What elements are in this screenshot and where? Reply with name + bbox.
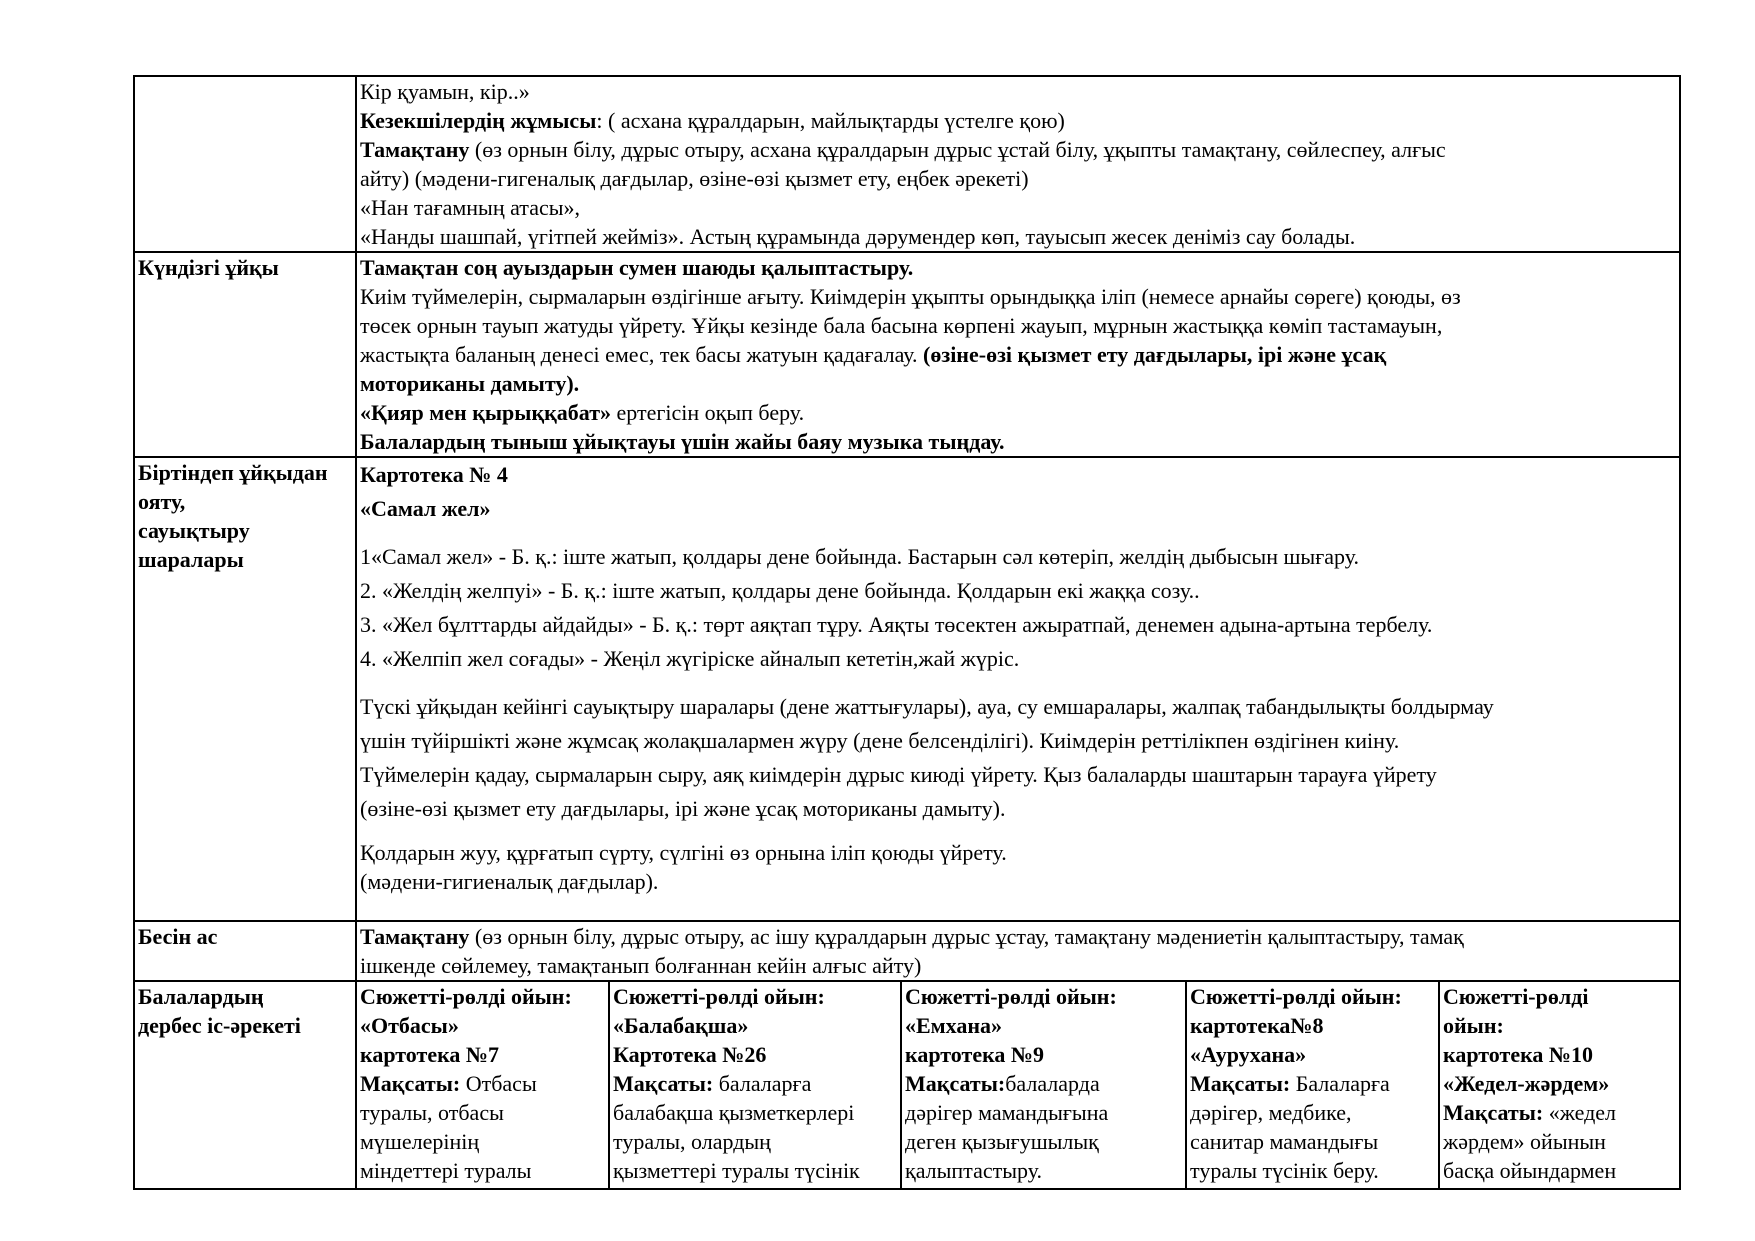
duty-title: Кезекшілердің жұмысы — [360, 108, 597, 133]
goal-text: Балаларға — [1290, 1071, 1390, 1096]
goal-text: басқа ойындармен — [1443, 1158, 1617, 1183]
meal-row — [134, 76, 1680, 252]
eat-text: (өз орнын білу, дұрыс отыру, асхана құралдарын дұрыс ұстай білу, ұқыпты тамақтану, сөйлеспеу, алғыс — [469, 137, 1446, 162]
exercise-item: 2. «Желдің желпуі» - Б. қ.: іште жатып, қолдары дене бойында. Қолдарын екі жаққа созу.. — [360, 578, 1200, 603]
sleep-text-3: жастықта баланың денесі емес, тек басы жатуын қадағалау. — [360, 342, 924, 367]
sleep-skills: (өзіне-өзі қызмет ету дағдылары, ірі және ұсақ — [923, 342, 1387, 367]
goal-text: балаларда — [1005, 1071, 1100, 1096]
goal-title: Мақсаты: — [905, 1071, 1006, 1096]
game-type: Сюжетті-рөлді ойын: — [1190, 984, 1402, 1009]
game-card-number: картотека№8 — [1190, 1013, 1324, 1038]
game-card — [1439, 982, 1679, 1188]
snack-row — [134, 921, 1680, 981]
goal-text: Отбасы — [460, 1071, 537, 1096]
game-type: Сюжетті-рөлді — [1443, 984, 1589, 1009]
health-text: (өзіне-өзі қызмет ету дағдылары, ірі және ұсақ моториканы дамыту). — [360, 796, 1006, 821]
game-type: Сюжетті-рөлді ойын: — [905, 984, 1117, 1009]
snack-content-cell — [356, 921, 1680, 981]
exercise-item: 3. «Жел бұлттарды айдайды» - Б. қ.: төрт аяқтап тұру. Аяқты төсектен ажыратпай, денемен адына-артына тербелу. — [360, 612, 1433, 637]
wake-label-cell — [134, 457, 356, 921]
game-type: Сюжетті-рөлді ойын: — [613, 984, 825, 1009]
game-name: «Емхана» — [905, 1013, 1003, 1038]
sleep-text-2: төсек орнын тауып жатуды үйрету. Ұйқы кезінде бала басына көрпені жауып, мұрнын жастыққа көміп тастамауын, — [360, 313, 1443, 338]
health-text: үшін түйіршікті және жұмсақ жолақшалармен жүру (дене белсенділігі). Киімдерін реттілікпен өздігінен киіну. — [360, 728, 1400, 753]
sleep-label: Күндізгі ұйқы — [134, 252, 356, 457]
game-card-number: Картотека №26 — [613, 1042, 767, 1067]
bread-quote-2: «Нанды шашпай, үгітпей жейміз». Астың құрамында дәрумендер көп, тауысып жесек деніміз сау болады. — [360, 224, 1356, 249]
duty-text: : ( асхана құралдарын, майлықтарды үстелге қою) — [596, 108, 1065, 133]
hygiene-text: (мәдени-гигиеналық дағдылар). — [360, 869, 659, 894]
tale-text: ертегісін оқып беру. — [611, 400, 805, 425]
goal-title: Мақсаты: — [613, 1071, 714, 1096]
goal-text: балабақша қызметкерлері — [613, 1100, 855, 1125]
tale-title: «Қияр мен қырыққабат» — [360, 400, 612, 425]
goal-text: қызметтері туралы түсінік — [613, 1158, 860, 1183]
eat-text-2: айту) (мәдени-гигеналық дағдылар, өзіне-өзі қызмет ету, еңбек әрекеті) — [360, 166, 1029, 191]
sleep-row — [134, 252, 1680, 457]
goal-text: туралы, олардың — [613, 1129, 771, 1154]
game-card — [901, 982, 1186, 1188]
game-type: Сюжетті-рөлді ойын: — [360, 984, 572, 1009]
game-card-number: картотека №9 — [905, 1042, 1045, 1067]
snack-label: Бесін ас — [134, 921, 356, 981]
activity-row — [134, 981, 1680, 1189]
game-card-number: картотека №7 — [360, 1042, 500, 1067]
exercise-item: 4. «Желпіп жел соғады» - Жеңіл жүгіріске айналып кететін,жай жүріс. — [360, 646, 1020, 671]
goal-text: санитар мамандығы — [1190, 1129, 1379, 1154]
goal-text: мүшелерінің — [360, 1129, 480, 1154]
sleep-text-1: Киім түймелерін, сырмаларын өздігінше ағыту. Киімдерін ұқыпты орындыққа іліп (немесе арнайы сөреге) қоюды, өз — [360, 284, 1461, 309]
wake-content-cell — [356, 457, 1680, 921]
goal-text: «жедел — [1543, 1100, 1617, 1125]
game-card — [1186, 982, 1439, 1188]
game-name: «Отбасы» — [360, 1013, 459, 1038]
snack-text-2: ішкенде сөйлемеу, тамақтанып болғаннан кейін алғыс айту) — [360, 953, 922, 978]
goal-text: міндеттері туралы — [360, 1158, 532, 1183]
activity-label-line: Балалардың — [138, 984, 264, 1009]
goal-text: туралы, отбасы — [360, 1100, 504, 1125]
wake-label-line: сауықтыру — [138, 518, 250, 543]
game-name: «Жедел-жәрдем» — [1443, 1071, 1610, 1096]
health-text: Түймелерін қадау, сырмаларын сыру, аяқ киімдерін дұрыс киюді үйрету. Қыз балаларды шаштарын тарауға үйрету — [360, 762, 1437, 787]
game-card — [609, 982, 901, 1188]
sleep-music: Балалардың тыныш ұйықтауы үшін жайы баяу музыка тыңдау. — [360, 429, 1005, 454]
goal-title: Мақсаты: — [360, 1071, 461, 1096]
schedule-table — [133, 75, 1681, 1190]
activity-label-cell — [134, 981, 356, 1189]
card-name: «Самал жел» — [360, 496, 491, 521]
goal-title: Мақсаты: — [1190, 1071, 1291, 1096]
goal-text: деген қызығушылық — [905, 1129, 1099, 1154]
goal-text: балаларға — [713, 1071, 812, 1096]
card-number: Картотека № 4 — [360, 462, 508, 487]
goal-text: жәрдем» ойынын — [1443, 1129, 1606, 1154]
wake-row — [134, 457, 1680, 921]
snack-text: (өз орнын білу, дұрыс отыру, ас ішу құралдарын дұрыс ұстау, тамақтану мәдениетін қалыптастыру, тамақ — [469, 924, 1464, 949]
snack-title: Тамақтану — [360, 924, 470, 949]
game-card-number: картотека №10 — [1443, 1042, 1594, 1067]
exercise-item: 1«Самал жел» - Б. қ.: іште жатып, қолдары дене бойында. Бастарын сәл көтеріп, желдің дыбысын шығару. — [360, 544, 1359, 569]
wake-label-line: Біртіндеп ұйқыдан — [138, 460, 328, 485]
game-name: «Аурухана» — [1190, 1042, 1307, 1067]
sleep-skills-2: моториканы дамыту). — [360, 371, 580, 396]
hygiene-text: Қолдарын жуу, құрғатып сүрту, сүлгіні өз орнына іліп қоюды үйрету. — [360, 840, 1007, 865]
eat-title: Тамақтану — [360, 137, 470, 162]
goal-text: дәрігер, медбике, — [1190, 1100, 1352, 1125]
game-name: «Балабақша» — [613, 1013, 749, 1038]
goal-text: дәрігер мамандығына — [905, 1100, 1109, 1125]
games-cell — [356, 981, 1680, 1189]
meal-content-cell — [356, 76, 1680, 252]
game-type: ойын: — [1443, 1013, 1504, 1038]
goal-text: қалыптастыру. — [905, 1158, 1042, 1183]
wake-label-line: ояту, — [138, 489, 186, 514]
bread-quote-1: «Нан тағамның атасы», — [360, 195, 580, 220]
game-card — [357, 982, 609, 1188]
wake-label-line: шаралары — [138, 547, 244, 572]
activity-label-line: дербес іс-әрекеті — [138, 1013, 301, 1038]
goal-title: Мақсаты: — [1443, 1100, 1544, 1125]
sleep-content-cell — [356, 252, 1680, 457]
goal-text: туралы түсінік беру. — [1190, 1158, 1379, 1183]
games-table — [357, 982, 1679, 1188]
meal-label-cell — [134, 76, 356, 252]
sleep-title: Тамақтан соң ауыздарын сумен шаюды қалыптастыру. — [360, 255, 914, 280]
health-text: Түскі ұйқыдан кейінгі сауықтыру шаралары (дене жаттығулары), ауа, су емшаралары, жалпақ табандылықты болдырмау — [360, 694, 1494, 719]
meal-line: Кір қуамын, кір..» — [360, 79, 530, 104]
